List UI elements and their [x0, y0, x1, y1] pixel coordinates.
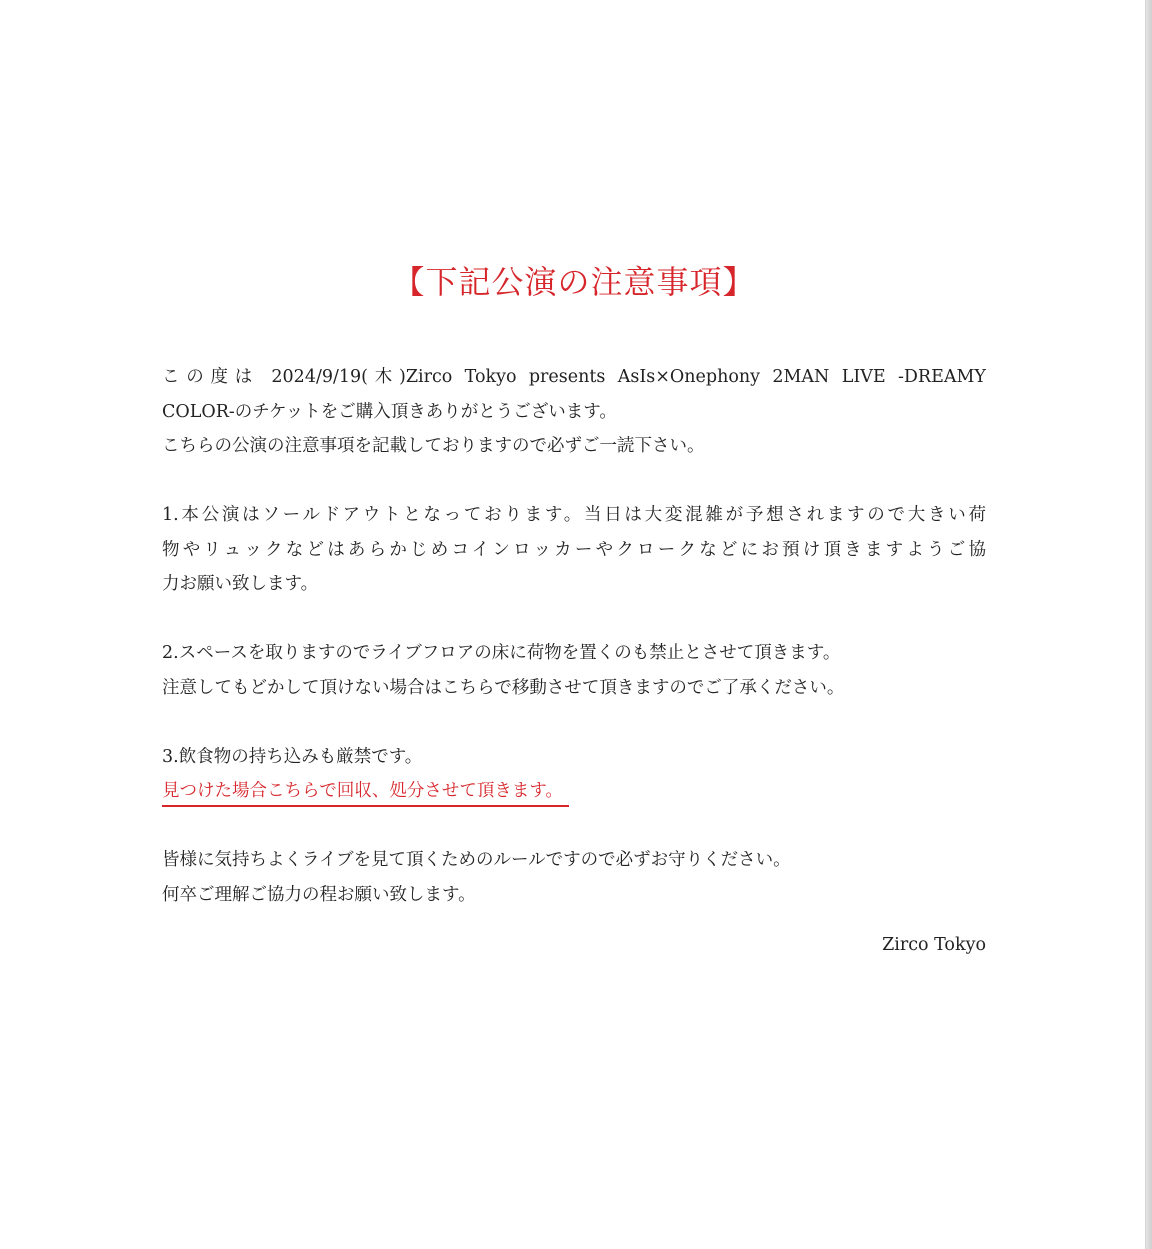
intro-line-1: この度は 2024/9/19(木)Zirco Tokyo presents AsIs×Onephony 2MAN LIVE -DREAMY [162, 367, 986, 387]
intro-line-3: こちらの公演の注意事項を記載しておりますので必ずご一読下さい。 [162, 436, 705, 456]
notice-3-line-2-wrapper [162, 774, 986, 809]
closing-line-1: 皆様に気持ちよくライブを見て頂くためのルールですので必ずお守りください。 [162, 850, 791, 870]
spacer [162, 705, 986, 740]
spacer [162, 809, 986, 844]
closing-line-2: 何卒ご理解ご協力の程お願い致します。 [162, 884, 476, 905]
spacer [162, 464, 986, 499]
page-edge [1145, 0, 1152, 1249]
notice-item-3 [162, 740, 986, 809]
intro-line-2: COLOR-のチケットをご購入頂きありがとうございます。 [162, 401, 617, 422]
notice-item-2 [162, 636, 986, 705]
notice-item-1 [162, 498, 986, 602]
notice-3-line-1: 3.飲食物の持ち込みも厳禁です。 [162, 746, 423, 767]
notice-3-warning-text: 見つけた場合こちらで回収、処分させて頂きます。 [162, 777, 569, 807]
notice-1-line-3: 力お願い致します。 [162, 574, 319, 594]
signature: Zirco Tokyo [882, 935, 986, 955]
notice-title: 【下記公演の注意事項】 [392, 263, 756, 301]
closing-paragraph [162, 843, 986, 912]
notice-1-line-1: 1.本公演はソールドアウトとなっております。当日は大変混雑が予想されますので大きい荷 [162, 505, 986, 525]
notice-1-line-2: 物やリュックなどはあらかじめコインロッカーやクロークなどにお預け頂きますようご協 [162, 539, 986, 560]
notice-document [162, 258, 986, 963]
intro-paragraph [162, 360, 986, 464]
notice-2-line-1: 2.スペースを取りますのでライブフロアの床に荷物を置くのも禁止とさせて頂きます。 [162, 643, 841, 663]
notice-2-line-2: 注意してもどかして頂けない場合はこちらで移動させて頂きますのでご了承ください。 [162, 677, 845, 698]
spacer [162, 602, 986, 637]
